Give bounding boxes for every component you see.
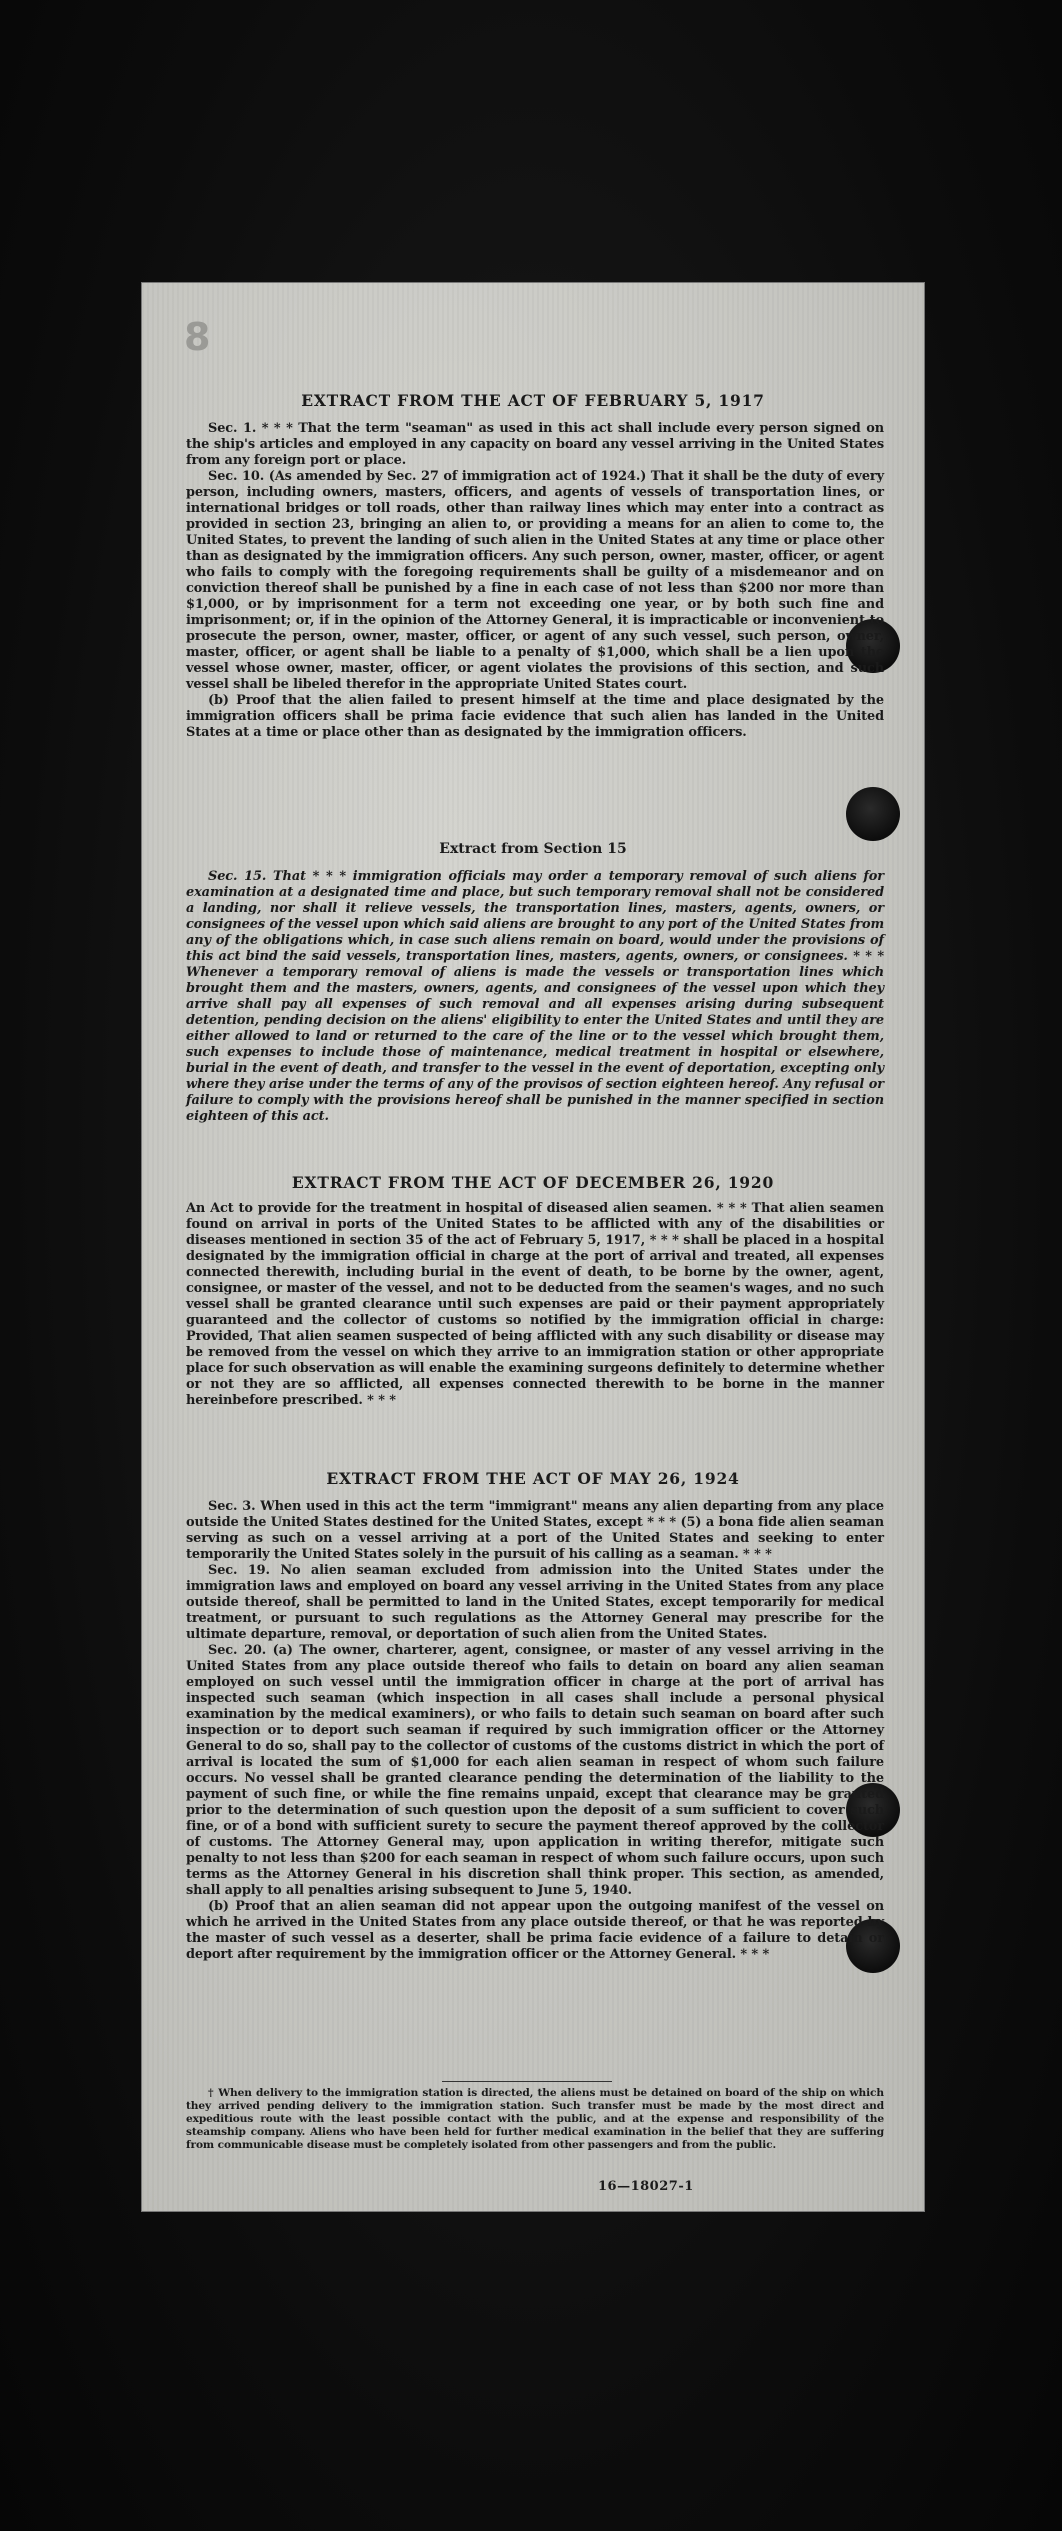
heading-section-15: Extract from Section 15	[439, 841, 627, 857]
page-mark: 8	[184, 315, 211, 359]
heading-act-feb-1917: EXTRACT FROM THE ACT OF FEBRUARY 5, 1917	[301, 391, 765, 410]
form-code: 16—18027-1	[598, 2179, 694, 2194]
footnote	[186, 2087, 884, 2152]
punch-hole	[846, 787, 900, 841]
heading-act-may-1924: EXTRACT FROM THE ACT OF MAY 26, 1924	[326, 1469, 740, 1488]
section-act-feb-1917	[186, 421, 884, 741]
paragraph-sec-20-a: Sec. 20. (a) The owner, charterer, agent, consignee, or master of any vessel arriving in the United States from any place outside thereof who fails to detain on board any alien seaman employed on such vessel until the immigration officer in charge at the port of arrival has inspected such seaman (which inspection in all cases shall include a personal physical examination by the medical examiners), or who fails to detain such seaman on board after such inspection or to deport such seaman if required by such immigration officer or the Attorney General to do so, shall pay to the collector of customs of the customs district in which the port of arrival is located the sum of $1,000 for each alien seaman in respect of whom such failure occurs. No vessel shall be granted clearance pending the determination of the liability to the payment of such fine, or while the fine remains unpaid, except that clearance may be granted prior to the determination of such question upon the deposit of a sum sufficient to cover such fine, or of a bond with sufficient surety to secure the payment thereof approved by the collector of customs. The Attorney General may, upon application in writing therefor, mitigate such penalty to not less than $200 for each seaman in respect of whom such failure occurs, upon such terms as the Attorney General in his discretion shall think proper. This section, as amended, shall apply to all penalties arising subsequent to June 5, 1940.	[186, 1643, 884, 1898]
paragraph-sec-1: Sec. 1. * * * That the term "seaman" as used in this act shall include every person signed on the ship's articles and employed in any capacity on board any vessel arriving in the United States from any foreign port or place.	[186, 421, 884, 468]
paragraph-hospital-treatment: An Act to provide for the treatment in hospital of diseased alien seamen. * * * That alien seamen found on arrival in ports of the United States to be afflicted with any of the disabilities or diseases mentioned in section 35 of the act of February 5, 1917, * * * shall be placed in a hospital designated by the immigration official in charge at the port of arrival and treated, all expenses connected therewith, including burial in the event of death, to be borne by the owner, agent, consignee, or master of the vessel, and not to be deducted from the seamen's wages, and no such vessel shall be granted clearance until such expenses are paid or their payment appropriately guaranteed and the collector of customs so notified by the immigration official in charge: Provided, That alien seamen suspected of being afflicted with any such disability or disease may be removed from the vessel on which they arrive to an immigration station or other appropriate place for such observation as will enable the examining surgeons definitely to determine whether or not they are so afflicted, all expenses connected therewith to be borne in the manner hereinbefore prescribed. * * *	[186, 1201, 884, 1408]
heading-act-dec-1920: EXTRACT FROM THE ACT OF DECEMBER 26, 1920	[291, 1173, 775, 1192]
section-act-may-1924	[186, 1499, 884, 1963]
paragraph-sec-3: Sec. 3. When used in this act the term "immigrant" means any alien departing from any place outside the United States destined for the United States, except * * * (5) a bona fide alien seaman serving as such on a vessel arriving at a port of the United States and seeking to enter temporarily the United States solely in the pursuit of his calling as a seaman. * * *	[186, 1499, 884, 1562]
footnote-divider	[442, 2081, 612, 2082]
footnote-text: † When delivery to the immigration station is directed, the aliens must be detained on board of the ship on which they arrived pending delivery to the immigration station. Such transfer must be made by the most direct and expeditious route with the least possible contact with the public, and at the expense and responsibility of the steamship company. Aliens who have been held for further medical examination in the belief that they are suffering from communicable disease must be completely isolated from other passengers and from the public.	[186, 2087, 884, 2151]
paragraph-sec-20-b: (b) Proof that an alien seaman did not appear upon the outgoing manifest of the vessel on which he arrived in the United States from any place outside thereof, or that he was reported by the master of such vessel as a deserter, shall be prima facie evidence of a failure to detain or deport after requirement by the immigration officer or the Attorney General. * * *	[186, 1899, 884, 1962]
paragraph-sec-19: Sec. 19. No alien seaman excluded from admission into the United States under the immigration laws and employed on board any vessel arriving in the United States from any place outside thereof, shall be permitted to land in the United States, except temporarily for medical treatment, or pursuant to such regulations as the Attorney General may prescribe for the ultimate departure, removal, or deportation of such alien from the United States.	[186, 1563, 884, 1642]
paragraph-sec-10-b: (b) Proof that the alien failed to present himself at the time and place designated by the immigration officers shall be prima facie evidence that such alien has landed in the United States at a time or place other than as designated by the immigration officers.	[186, 693, 884, 740]
section-15-extract	[186, 869, 884, 1125]
document-page	[142, 283, 924, 2211]
paragraph-sec-15: Sec. 15. That * * * immigration officials may order a temporary removal of such aliens for examination at a designated time and place, but such temporary removal shall not be considered a landing, nor shall it relieve vessels, the transportation lines, masters, agents, owners, or consignees of the vessel upon which said aliens are brought to any port of the United States from any of the obligations which, in case such aliens remain on board, would under the provisions of this act bind the said vessels, transportation lines, masters, agents, owners, or consignees. * * * Whenever a temporary removal of aliens is made the vessels or transportation lines which brought them and the masters, owners, agents, and consignees of the vessel upon which they arrive shall pay all expenses of such removal and all expenses arising during subsequent detention, pending decision on the aliens' eligibility to enter the United States and until they are either allowed to land or returned to the care of the line or to the vessel which brought them, such expenses to include those of maintenance, medical treatment in hospital or elsewhere, burial in the event of death, and transfer to the vessel in the event of deportation, excepting only where they arise under the terms of any of the provisos of section eighteen hereof. Any refusal or failure to comply with the provisions hereof shall be punished in the manner specified in section eighteen of this act.	[186, 869, 884, 1124]
section-act-dec-1920	[186, 1201, 884, 1409]
paragraph-sec-10: Sec. 10. (As amended by Sec. 27 of immigration act of 1924.) That it shall be the duty of every person, including owners, masters, officers, and agents of vessels of transportation lines, or international bridges or toll roads, other than railway lines which may enter into a contract as provided in section 23, bringing an alien to, or providing a means for an alien to come to, the United States, to prevent the landing of such alien in the United States at any time or place other than as designated by the immigration officers. Any such person, owner, master, officer, or agent who fails to comply with the foregoing requirements shall be guilty of a misdemeanor and on conviction thereof shall be punished by a fine in each case of not less than $200 nor more than $1,000, or by imprisonment for a term not exceeding one year, or by both such fine and imprisonment; or, if in the opinion of the Attorney General, it is impracticable or inconvenient to prosecute the person, owner, master, officer, or agent of any such vessel, such person, owner, master, officer, or agent shall be liable to a penalty of $1,000, which shall be a lien upon the vessel whose owner, master, officer, or agent violates the provisions of this section, and such vessel shall be libeled therefor in the appropriate United States court.	[186, 469, 884, 692]
